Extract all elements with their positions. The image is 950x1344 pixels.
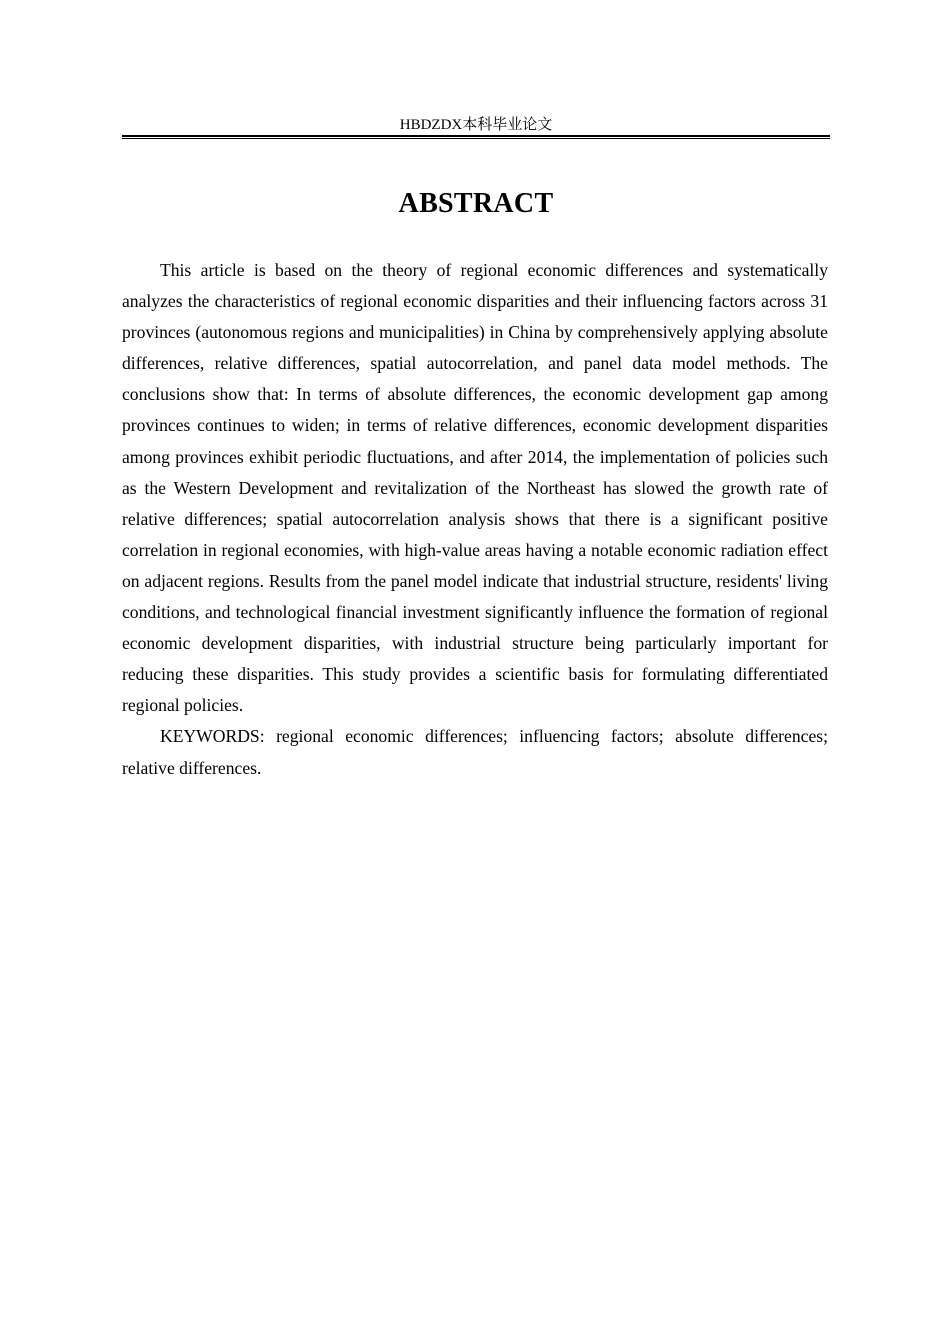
keywords-line: KEYWORDS: regional economic differences; influencing factors; absolute differences; relative differences.: [122, 726, 828, 778]
abstract-section: [122, 255, 828, 784]
running-header: HBDZDX本科毕业论文: [399, 117, 553, 133]
header-rule: [122, 135, 830, 139]
abstract-body: This article is based on the theory of regional economic differences and systematically analyzes the characteristics of regional economic disparities and their influencing factors across 31 provinces (autonomous regions and municipalities) in China by comprehensively applying absolute differences, relative differences, spatial autocorrelation, and panel data model methods. The conclusions show that: In terms of absolute differences, the economic development gap among provinces continues to widen; in terms of relative differences, economic development disparities among provinces exhibit periodic fluctuations, and after 2014, the implementation of policies such as the Western Development and revitalization of the Northeast has slowed the growth rate of relative differences; spatial autocorrelation analysis shows that there is a significant positive correlation in regional economies, with high-value areas having a notable economic radiation effect on adjacent regions. Results from the panel model indicate that industrial structure, residents' living conditions, and technological financial investment significantly influence the formation of regional economic development disparities, with industrial structure being particularly important for reducing these disparities. This study provides a scientific basis for formulating differentiated regional policies.: [122, 260, 828, 716]
page-title: ABSTRACT: [398, 188, 554, 219]
